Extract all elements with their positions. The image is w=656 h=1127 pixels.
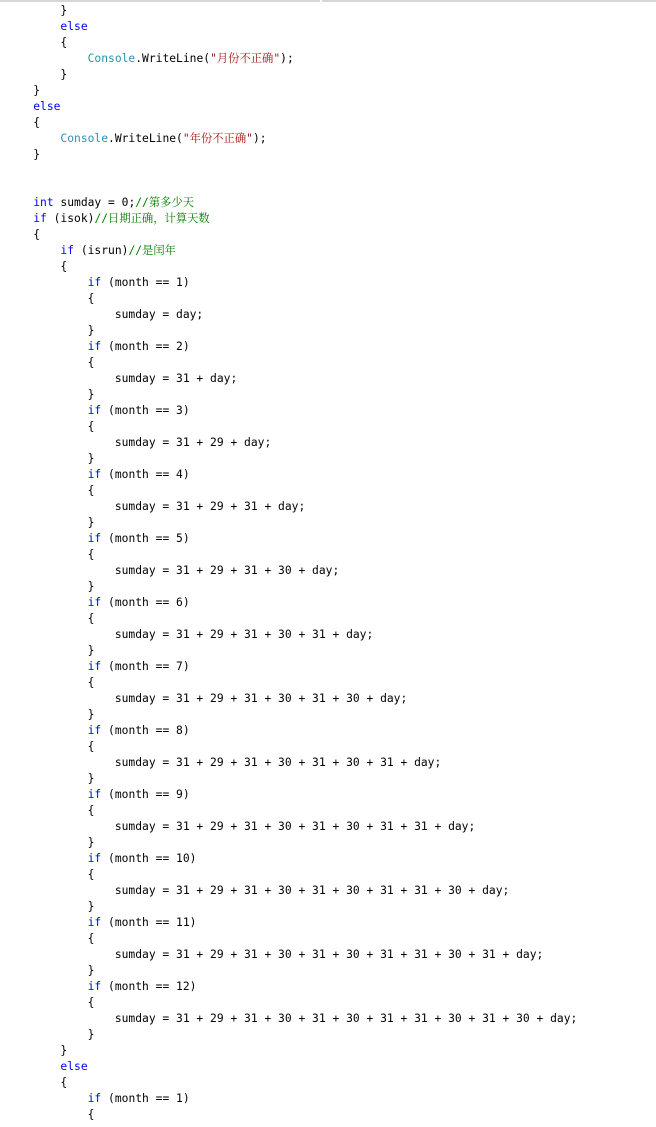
code-token: } [6,68,68,81]
code-line [6,1091,646,1107]
code-line [6,387,646,403]
code-line [6,67,646,83]
code-line [6,195,646,211]
code-line [6,915,646,931]
code-token: { [6,292,95,305]
comment-token: //第多少天 [135,196,195,209]
code-token [6,196,33,209]
code-token: } [6,1044,68,1057]
code-token: sumday = 31 + 29 + 31 + 30 + 31 + day; [6,628,374,641]
code-token: } [6,388,95,401]
code-token: .WriteLine( [135,52,211,65]
keyword-token: if [87,1092,102,1105]
code-line [6,83,646,99]
keyword-token: if [87,404,102,417]
code-line [6,163,646,179]
code-token: { [6,1076,68,1089]
type-token: Console [60,132,109,145]
code-line [6,643,646,659]
code-line [6,307,646,323]
code-line [6,419,646,435]
code-line [6,707,646,723]
code-token: { [6,548,95,561]
code-token [6,660,88,673]
code-line [6,963,646,979]
code-line [6,99,646,115]
code-token: { [6,996,95,1009]
code-line [6,787,646,803]
code-line [6,131,646,147]
code-line [6,803,646,819]
top-border-right [322,0,656,2]
code-token: (month == 3) [101,404,190,417]
code-line [6,147,646,163]
code-token: { [6,804,95,817]
code-line [6,323,646,339]
code-token: (month == 6) [101,596,190,609]
code-line [6,899,646,915]
code-token: } [6,580,95,593]
code-token: } [6,452,95,465]
code-token: (month == 10) [101,852,197,865]
code-token: { [6,36,68,49]
keyword-token: if [87,852,102,865]
code-token: { [6,228,41,241]
code-token: { [6,356,95,369]
code-line [6,3,646,19]
code-token: ); [280,52,294,65]
code-line [6,51,646,67]
code-token: sumday = 31 + 29 + 31 + 30 + 31 + 30 + 31 + 31 + 30 + 31 + day; [6,948,544,961]
code-token: (month == 4) [101,468,190,481]
code-line [6,1011,646,1027]
code-token: } [6,644,95,657]
keyword-token: else [60,20,88,33]
string-token: "月份不正确" [210,52,281,65]
code-token: { [6,420,95,433]
code-token [6,724,88,737]
code-token: sumday = 31 + 29 + 31 + 30 + 31 + 30 + 31 + 31 + 30 + day; [6,884,510,897]
code-line [6,931,646,947]
code-line [6,451,646,467]
code-line [6,819,646,835]
code-line [6,339,646,355]
code-line [6,1027,646,1043]
code-token: } [6,324,95,337]
keyword-token: if [87,532,102,545]
code-line [6,659,646,675]
keyword-token: if [87,468,102,481]
code-line [6,947,646,963]
code-token [6,852,88,865]
code-token: } [6,836,95,849]
code-line [6,547,646,563]
code-token [6,52,88,65]
code-token: } [6,148,41,161]
code-token: { [6,612,95,625]
code-line [6,579,646,595]
code-token: (month == 8) [101,724,190,737]
code-editor[interactable] [6,3,646,1123]
code-token [6,1092,88,1105]
code-token [6,468,88,481]
code-line [6,611,646,627]
code-line [6,995,646,1011]
code-token [6,340,88,353]
code-token: { [6,676,95,689]
code-token: (isrun) [74,244,129,257]
string-token: "年份不正确" [182,132,253,145]
code-token [6,404,88,417]
top-border-left [0,0,320,2]
code-line [6,483,646,499]
code-token: sumday = 31 + day; [6,372,238,385]
keyword-token: if [60,244,75,257]
code-line [6,835,646,851]
code-line [6,467,646,483]
code-line [6,243,646,259]
type-token: Console [87,52,136,65]
code-line [6,595,646,611]
code-token [6,132,60,145]
code-token: (month == 2) [101,340,190,353]
code-token [6,276,88,289]
keyword-token: else [60,1060,88,1073]
code-line [6,1059,646,1075]
code-token: } [6,516,95,529]
code-line [6,19,646,35]
code-token: .WriteLine( [108,132,183,145]
code-line [6,851,646,867]
code-token: { [6,484,95,497]
code-token: (month == 1) [101,1092,190,1105]
code-line [6,403,646,419]
code-token [6,100,33,113]
code-token: } [6,708,95,721]
code-token: } [6,964,95,977]
code-token: (month == 9) [101,788,190,801]
code-token [6,788,88,801]
keyword-token: if [87,916,102,929]
code-token: { [6,740,95,753]
code-line [6,691,646,707]
code-token [6,20,60,33]
code-token [6,980,88,993]
code-token: (month == 5) [101,532,190,545]
keyword-token: else [33,100,61,113]
keyword-token: if [33,212,47,225]
code-token [6,916,88,929]
comment-token: //是闰年 [128,244,176,257]
code-token: } [6,84,41,97]
code-token: sumday = 0; [53,196,136,209]
code-line [6,563,646,579]
code-line [6,35,646,51]
code-token: (month == 11) [101,916,197,929]
code-token: } [6,772,95,785]
code-line [6,371,646,387]
code-token: } [6,1028,95,1041]
keyword-token: if [87,276,102,289]
code-token: sumday = 31 + 29 + 31 + 30 + 31 + 30 + day; [6,692,408,705]
code-token [6,244,60,257]
code-line [6,627,646,643]
code-token: sumday = 31 + 29 + 31 + 30 + 31 + 30 + 31 + day; [6,756,442,769]
code-line [6,435,646,451]
code-token: sumday = 31 + 29 + day; [6,436,272,449]
code-line [6,1043,646,1059]
keyword-token: if [87,724,102,737]
code-token: sumday = 31 + 29 + 31 + day; [6,500,306,513]
code-token: { [6,1108,95,1121]
code-line [6,739,646,755]
code-token: ); [252,132,267,145]
keyword-token: if [87,340,102,353]
code-line [6,1075,646,1091]
code-line [6,259,646,275]
code-line [6,867,646,883]
code-line [6,227,646,243]
code-token: { [6,868,95,881]
keyword-token: int [33,196,54,209]
code-token: (month == 12) [101,980,197,993]
code-token: { [6,260,68,273]
code-token [6,532,88,545]
code-line [6,771,646,787]
code-token: (isok) [46,212,95,225]
code-line [6,755,646,771]
code-line [6,979,646,995]
code-token [6,1060,60,1073]
code-token: sumday = 31 + 29 + 31 + 30 + day; [6,564,340,577]
code-line [6,723,646,739]
code-token [6,212,33,225]
code-line [6,211,646,227]
code-line [6,675,646,691]
code-token: sumday = day; [6,308,204,321]
code-line [6,531,646,547]
code-line [6,883,646,899]
code-token: { [6,116,41,129]
code-token: } [6,900,95,913]
keyword-token: if [87,660,102,673]
comment-token: //日期正确，计算天数 [94,212,210,225]
code-line [6,275,646,291]
code-line [6,499,646,515]
code-line [6,179,646,195]
code-token: { [6,932,95,945]
code-token: sumday = 31 + 29 + 31 + 30 + 31 + 30 + 31 + 31 + 30 + 31 + 30 + day; [6,1012,578,1025]
keyword-token: if [87,596,102,609]
keyword-token: if [87,980,102,993]
code-line [6,1107,646,1123]
code-token: } [6,4,68,17]
keyword-token: if [87,788,102,801]
code-line [6,515,646,531]
code-line [6,355,646,371]
code-token: (month == 1) [101,276,190,289]
code-token: sumday = 31 + 29 + 31 + 30 + 31 + 30 + 31 + 31 + day; [6,820,476,833]
code-line [6,291,646,307]
code-line [6,115,646,131]
code-token [6,596,88,609]
code-token: (month == 7) [101,660,190,673]
